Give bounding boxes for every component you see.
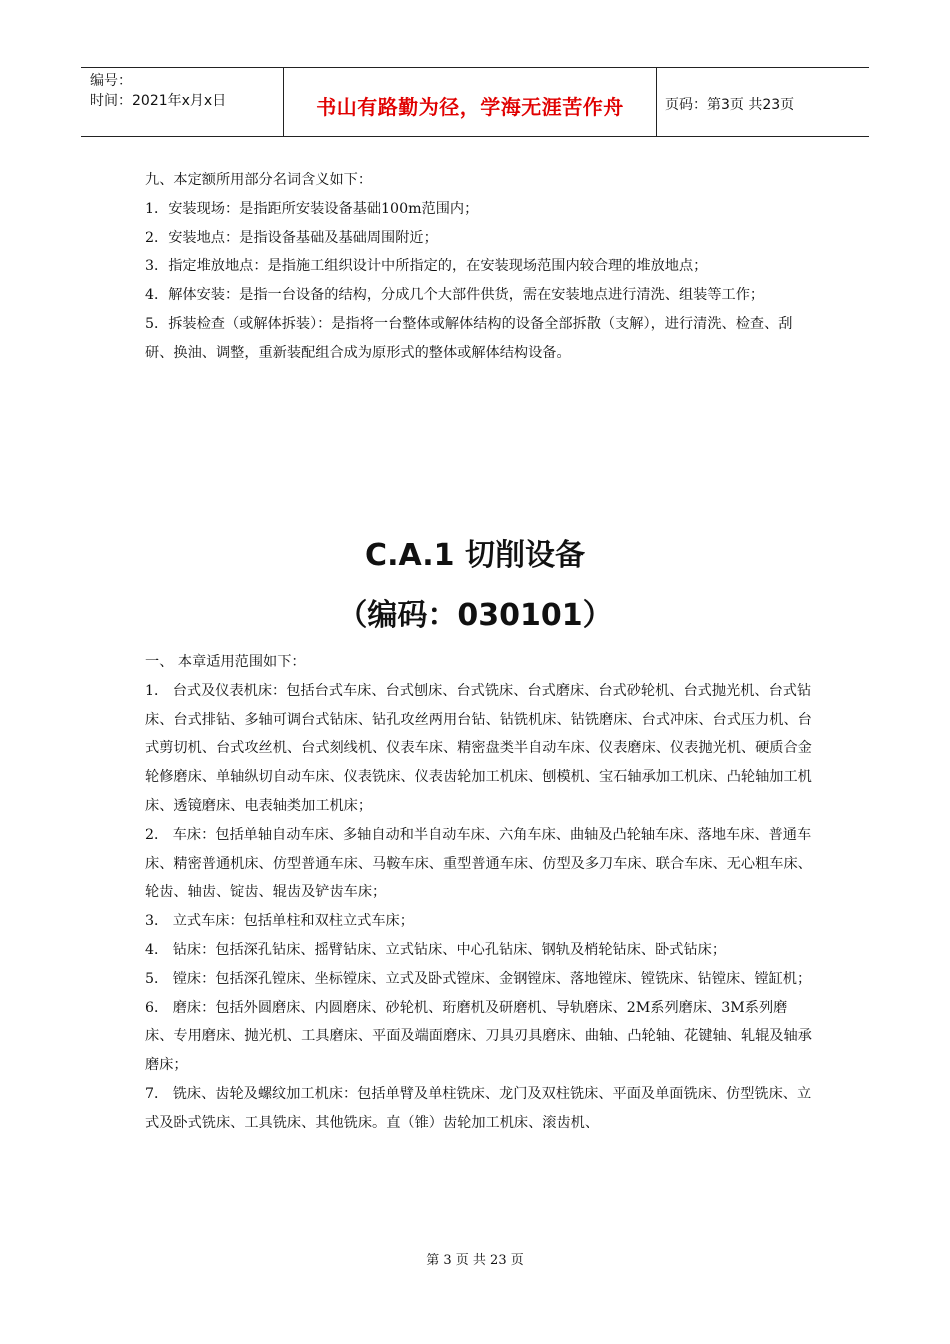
chapter-title: C.A.1 切削设备 — [365, 538, 585, 573]
definition-item: 1．安装现场：是指距所安装设备基础100m范围内； — [145, 200, 479, 217]
definition-item: 2．安装地点：是指设备基础及基础周围附近； — [145, 229, 438, 246]
header-meta — [81, 68, 283, 136]
scope-item: 4． 钻床：包括深孔钻床、摇臂钻床、立式钻床、中心孔钻床、钢轨及梢轮钻床、卧式钻床； — [145, 941, 727, 958]
number-label: 编号： — [90, 73, 132, 89]
scope-item: 3． 立式车床：包括单柱和双柱立式车床； — [145, 913, 414, 930]
page-footer: 第 3 页 共 23 页 — [426, 1253, 524, 1268]
definition-item: 3．指定堆放地点：是指施工组织设计中所指定的，在安装现场范围内较合理的堆放地点； — [145, 258, 708, 275]
time-line: 时间：2021年x月x日 — [90, 93, 227, 109]
scope-item: 1． 台式及仪表机床：包括台式车床、台式刨床、台式铣床、台式磨床、台式砂轮机、台式抛光机、台式钻床、台式排钻、多轴可调台式钻床、钻孔攻丝两用台钻、钻铣机床、钻铣磨床、台式冲床、台式压力机、台式剪切机、台式攻丝机、台式刻线机、仪表车床、精密盘类半自动车床、仪表磨床、仪表抛光机、硬质合金轮修磨床、单轴纵切自动车床、仪表铣床、仪表齿轮加工机床、刨模机、宝石轴承加工机床、凸轮轴加工机床、透镜磨床、电表轴类加工机床； — [145, 682, 812, 814]
scope-item: 7． 铣床、齿轮及螺纹加工机床：包括单臂及单柱铣床、龙门及双柱铣床、平面及单面铣床、仿型铣床、立式及卧式铣床、工具铣床、其他铣床。直（锥）齿轮加工机床、滚齿机、 — [145, 1085, 812, 1131]
scope-item: 5． 镗床：包括深孔镗床、坐标镗床、立式及卧式镗床、金钢镗床、落地镗床、镗铣床、钻镗床、镗缸机； — [145, 970, 812, 987]
motto: 书山有路勤为径，学海无涯苦作舟 — [316, 94, 624, 119]
scope-item: 2． 车床：包括单轴自动车床、多轴自动和半自动车床、六角车床、曲轴及凸轮轴车床、落地车床、普通车床、精密普通机床、仿型普通车床、马鞍车床、重型普通车床、仿型及多刀车床、联合车床、无心粗车床、轮齿、轴齿、锭齿、辊齿及铲齿车床； — [145, 826, 812, 901]
scope-item: 6． 磨床：包括外圆磨床、内圆磨床、砂轮机、珩磨机及研磨机、导轨磨床、2M系列磨床、3M系列磨床、专用磨床、抛光机、工具磨床、平面及端面磨床、刀具刃具磨床、曲轴、凸轮轴、花键轴、轧辊及轴承磨床； — [145, 999, 812, 1074]
page-info: 页码：第3页 共23页 — [665, 97, 795, 113]
chapter-code: （编码：030101） — [337, 598, 613, 633]
header-page-info — [657, 68, 869, 136]
scope-section — [145, 648, 815, 1138]
definition-item: 5．拆装检查（或解体拆装）：是指将一台整体或解体结构的设备全部拆散（支解），进行清洗、检查、刮研、换油、调整，重新装配组合成为原形式的整体或解体结构设备。 — [145, 315, 793, 361]
page-header — [81, 67, 869, 137]
definitions-heading: 九、本定额所用部分名词含义如下： — [145, 172, 373, 188]
definition-item: 4．解体安装：是指一台设备的结构，分成几个大部件供货，需在安装地点进行清洗、组装等工作； — [145, 287, 765, 304]
scope-heading: 一、 本章适用范围如下： — [145, 654, 306, 670]
definitions-section — [145, 166, 815, 368]
header-motto-cell — [283, 68, 657, 136]
